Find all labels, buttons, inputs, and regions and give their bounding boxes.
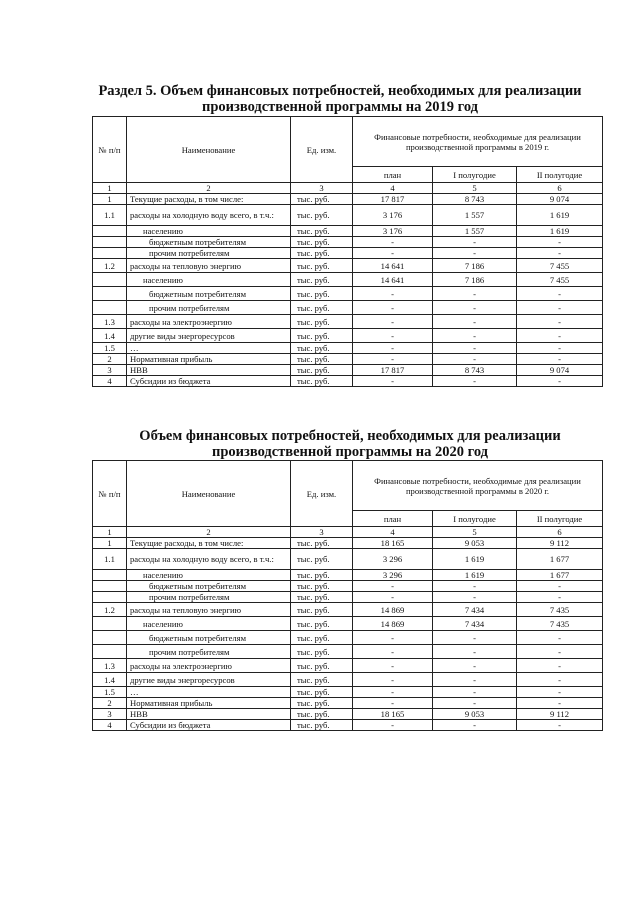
row-unit: тыс. руб.: [291, 570, 353, 581]
row-plan-value: -: [353, 354, 433, 365]
column-index: 5: [433, 527, 517, 538]
row-number: [93, 581, 127, 592]
financial-needs-2019-table: [92, 116, 603, 387]
row-number: [93, 570, 127, 581]
header-financial-needs: Финансовые потребности, необходимые для реализации производственной программы в 2019 г.: [353, 117, 603, 167]
row-half-2-value: -: [517, 659, 603, 673]
row-plan-value: -: [353, 631, 433, 645]
row-plan-value: -: [353, 301, 433, 315]
row-number: [93, 301, 127, 315]
row-plan-value: -: [353, 673, 433, 687]
row-half-2-value: -: [517, 687, 603, 698]
row-half-1-value: -: [433, 315, 517, 329]
row-plan-value: 18 165: [353, 538, 433, 549]
row-half-2-value: 7 435: [517, 617, 603, 631]
row-name: бюджетным потребителям: [127, 581, 291, 592]
row-half-2-value: 1 677: [517, 549, 603, 570]
row-half-1-value: -: [433, 329, 517, 343]
row-unit: тыс. руб.: [291, 673, 353, 687]
column-index: 5: [433, 183, 517, 194]
row-number: [93, 237, 127, 248]
table-row: [93, 365, 603, 376]
row-name: прочим потребителям: [127, 592, 291, 603]
row-half-2-value: 9 074: [517, 365, 603, 376]
table-row: [93, 354, 603, 365]
table-row: [93, 376, 603, 387]
header-num: № п/п: [93, 461, 127, 527]
table-row: [93, 538, 603, 549]
row-number: 3: [93, 709, 127, 720]
row-plan-value: -: [353, 287, 433, 301]
table-row: [93, 205, 603, 226]
column-index: 6: [517, 527, 603, 538]
row-plan-value: 17 817: [353, 365, 433, 376]
row-number: 1.5: [93, 343, 127, 354]
row-plan-value: -: [353, 315, 433, 329]
table-row: [93, 592, 603, 603]
table-row: [93, 248, 603, 259]
row-name: Нормативная прибыль: [127, 698, 291, 709]
row-plan-value: 3 176: [353, 226, 433, 237]
row-half-1-value: 1 619: [433, 549, 517, 570]
row-plan-value: -: [353, 720, 433, 731]
row-plan-value: -: [353, 645, 433, 659]
row-name: НВВ: [127, 365, 291, 376]
row-unit: тыс. руб.: [291, 273, 353, 287]
row-number: 1.4: [93, 673, 127, 687]
column-index: 2: [127, 183, 291, 194]
header-unit: Ед. изм.: [291, 461, 353, 527]
row-plan-value: -: [353, 237, 433, 248]
table-row: [93, 581, 603, 592]
row-half-2-value: -: [517, 581, 603, 592]
row-name: Субсидии из бюджета: [127, 720, 291, 731]
row-number: 4: [93, 376, 127, 387]
row-unit: тыс. руб.: [291, 287, 353, 301]
table-row: [93, 287, 603, 301]
row-half-1-value: -: [433, 631, 517, 645]
row-unit: тыс. руб.: [291, 709, 353, 720]
row-unit: тыс. руб.: [291, 205, 353, 226]
row-half-1-value: -: [433, 301, 517, 315]
header-half-2: II полугодие: [517, 167, 603, 183]
header-half-1: I полугодие: [433, 511, 517, 527]
row-unit: тыс. руб.: [291, 329, 353, 343]
table-row: [93, 631, 603, 645]
row-half-1-value: -: [433, 659, 517, 673]
table-row: [93, 645, 603, 659]
row-name: населению: [127, 226, 291, 237]
row-half-2-value: 9 112: [517, 709, 603, 720]
table-row: [93, 709, 603, 720]
row-name: …: [127, 687, 291, 698]
row-half-1-value: -: [433, 287, 517, 301]
row-number: 1.3: [93, 315, 127, 329]
row-plan-value: -: [353, 687, 433, 698]
row-half-2-value: -: [517, 287, 603, 301]
header-half-2: II полугодие: [517, 511, 603, 527]
row-half-1-value: -: [433, 687, 517, 698]
column-index: 1: [93, 183, 127, 194]
column-index: 3: [291, 183, 353, 194]
row-half-1-value: 7 434: [433, 617, 517, 631]
row-half-1-value: 8 743: [433, 194, 517, 205]
table-row: [93, 720, 603, 731]
row-plan-value: 3 296: [353, 570, 433, 581]
row-name: Нормативная прибыль: [127, 354, 291, 365]
header-plan: план: [353, 167, 433, 183]
table-row: [93, 237, 603, 248]
row-unit: тыс. руб.: [291, 354, 353, 365]
row-unit: тыс. руб.: [291, 687, 353, 698]
row-unit: тыс. руб.: [291, 237, 353, 248]
row-half-2-value: 7 455: [517, 259, 603, 273]
row-number: 1.3: [93, 659, 127, 673]
row-half-1-value: -: [433, 698, 517, 709]
row-number: 3: [93, 365, 127, 376]
row-half-1-value: 1 557: [433, 226, 517, 237]
row-number: 1.5: [93, 687, 127, 698]
header-plan: план: [353, 511, 433, 527]
row-half-2-value: -: [517, 237, 603, 248]
row-half-1-value: -: [433, 354, 517, 365]
row-half-2-value: -: [517, 645, 603, 659]
row-half-2-value: 1 619: [517, 205, 603, 226]
row-number: [93, 645, 127, 659]
table-row: [93, 343, 603, 354]
row-half-2-value: 1 677: [517, 570, 603, 581]
row-plan-value: -: [353, 698, 433, 709]
row-plan-value: 14 641: [353, 259, 433, 273]
row-unit: тыс. руб.: [291, 194, 353, 205]
row-half-2-value: -: [517, 354, 603, 365]
row-half-1-value: -: [433, 237, 517, 248]
column-index: 4: [353, 183, 433, 194]
table-row: [93, 329, 603, 343]
row-half-2-value: -: [517, 248, 603, 259]
column-index: 4: [353, 527, 433, 538]
row-number: [93, 592, 127, 603]
table-row: [93, 603, 603, 617]
row-name: расходы на электроэнергию: [127, 315, 291, 329]
row-half-2-value: 7 455: [517, 273, 603, 287]
table-row: [93, 570, 603, 581]
row-half-2-value: -: [517, 329, 603, 343]
row-plan-value: -: [353, 592, 433, 603]
table-row: [93, 659, 603, 673]
table-row: [93, 194, 603, 205]
row-half-1-value: 1 557: [433, 205, 517, 226]
table-row: [93, 226, 603, 237]
row-plan-value: -: [353, 376, 433, 387]
row-name: Субсидии из бюджета: [127, 376, 291, 387]
row-plan-value: 3 296: [353, 549, 433, 570]
row-unit: тыс. руб.: [291, 538, 353, 549]
row-name: другие виды энергоресурсов: [127, 673, 291, 687]
table-row: [93, 259, 603, 273]
row-half-2-value: -: [517, 315, 603, 329]
row-name: расходы на холодную воду всего, в т.ч.:: [127, 205, 291, 226]
row-plan-value: -: [353, 248, 433, 259]
row-plan-value: -: [353, 329, 433, 343]
row-name: населению: [127, 617, 291, 631]
section-2019-title: Раздел 5. Объем финансовых потребностей, необходимых для реализации производственной программы на 2019 год: [98, 83, 582, 115]
row-half-2-value: -: [517, 343, 603, 354]
header-unit: Ед. изм.: [291, 117, 353, 183]
row-half-1-value: -: [433, 592, 517, 603]
row-name: расходы на тепловую энергию: [127, 259, 291, 273]
row-name: расходы на тепловую энергию: [127, 603, 291, 617]
table-row: [93, 617, 603, 631]
row-number: 2: [93, 354, 127, 365]
row-name: прочим потребителям: [127, 248, 291, 259]
row-name: другие виды энергоресурсов: [127, 329, 291, 343]
row-name: расходы на электроэнергию: [127, 659, 291, 673]
row-unit: тыс. руб.: [291, 301, 353, 315]
row-plan-value: -: [353, 581, 433, 592]
row-number: 1.1: [93, 549, 127, 570]
row-unit: тыс. руб.: [291, 645, 353, 659]
row-name: НВВ: [127, 709, 291, 720]
row-unit: тыс. руб.: [291, 315, 353, 329]
row-half-1-value: -: [433, 720, 517, 731]
financial-needs-2020-table: [92, 460, 603, 731]
header-num: № п/п: [93, 117, 127, 183]
row-unit: тыс. руб.: [291, 376, 353, 387]
row-half-1-value: -: [433, 376, 517, 387]
section-2020-title: Объем финансовых потребностей, необходимых для реализации производственной программы на 2020 год: [139, 428, 561, 460]
row-half-1-value: -: [433, 343, 517, 354]
row-unit: тыс. руб.: [291, 698, 353, 709]
row-unit: тыс. руб.: [291, 592, 353, 603]
row-number: [93, 273, 127, 287]
row-name: бюджетным потребителям: [127, 287, 291, 301]
row-plan-value: 3 176: [353, 205, 433, 226]
row-unit: тыс. руб.: [291, 343, 353, 354]
row-number: 1.1: [93, 205, 127, 226]
row-name: бюджетным потребителям: [127, 631, 291, 645]
row-name: Текущие расходы, в том числе:: [127, 194, 291, 205]
table-row: [93, 273, 603, 287]
row-plan-value: 14 869: [353, 617, 433, 631]
row-plan-value: 14 869: [353, 603, 433, 617]
row-number: [93, 617, 127, 631]
row-number: 1.2: [93, 603, 127, 617]
header-financial-needs: Финансовые потребности, необходимые для реализации производственной программы в 2020 г.: [353, 461, 603, 511]
table-row: [93, 698, 603, 709]
row-unit: тыс. руб.: [291, 226, 353, 237]
row-number: [93, 226, 127, 237]
table-row: [93, 673, 603, 687]
row-unit: тыс. руб.: [291, 365, 353, 376]
row-half-1-value: 1 619: [433, 570, 517, 581]
row-half-2-value: -: [517, 673, 603, 687]
row-number: 1: [93, 538, 127, 549]
row-number: [93, 631, 127, 645]
row-half-1-value: -: [433, 248, 517, 259]
table-row: [93, 687, 603, 698]
row-half-2-value: 9 074: [517, 194, 603, 205]
table-row: [93, 549, 603, 570]
row-unit: тыс. руб.: [291, 248, 353, 259]
header-name: Наименование: [127, 461, 291, 527]
row-unit: тыс. руб.: [291, 259, 353, 273]
row-half-1-value: -: [433, 581, 517, 592]
column-index: 1: [93, 527, 127, 538]
row-half-2-value: -: [517, 698, 603, 709]
row-number: [93, 248, 127, 259]
row-unit: тыс. руб.: [291, 603, 353, 617]
row-half-2-value: -: [517, 301, 603, 315]
row-half-1-value: -: [433, 645, 517, 659]
header-name: Наименование: [127, 117, 291, 183]
row-plan-value: 17 817: [353, 194, 433, 205]
row-half-1-value: 8 743: [433, 365, 517, 376]
row-half-1-value: 7 186: [433, 259, 517, 273]
row-name: …: [127, 343, 291, 354]
row-half-2-value: -: [517, 720, 603, 731]
row-name: расходы на холодную воду всего, в т.ч.:: [127, 549, 291, 570]
row-half-2-value: -: [517, 631, 603, 645]
row-plan-value: -: [353, 343, 433, 354]
row-name: населению: [127, 570, 291, 581]
row-half-2-value: 7 435: [517, 603, 603, 617]
row-unit: тыс. руб.: [291, 631, 353, 645]
row-number: 1.2: [93, 259, 127, 273]
row-name: прочим потребителям: [127, 645, 291, 659]
row-name: бюджетным потребителям: [127, 237, 291, 248]
row-half-1-value: 9 053: [433, 538, 517, 549]
row-half-1-value: 9 053: [433, 709, 517, 720]
row-unit: тыс. руб.: [291, 581, 353, 592]
row-half-1-value: 7 434: [433, 603, 517, 617]
row-plan-value: 14 641: [353, 273, 433, 287]
column-index: 2: [127, 527, 291, 538]
row-unit: тыс. руб.: [291, 549, 353, 570]
row-number: 2: [93, 698, 127, 709]
row-half-2-value: -: [517, 592, 603, 603]
row-name: Текущие расходы, в том числе:: [127, 538, 291, 549]
row-half-1-value: -: [433, 673, 517, 687]
row-unit: тыс. руб.: [291, 659, 353, 673]
column-index: 3: [291, 527, 353, 538]
row-name: прочим потребителям: [127, 301, 291, 315]
row-number: 1: [93, 194, 127, 205]
header-half-1: I полугодие: [433, 167, 517, 183]
row-half-2-value: 9 112: [517, 538, 603, 549]
row-number: [93, 287, 127, 301]
row-half-2-value: 1 619: [517, 226, 603, 237]
row-name: населению: [127, 273, 291, 287]
table-row: [93, 301, 603, 315]
row-number: 1.4: [93, 329, 127, 343]
row-unit: тыс. руб.: [291, 617, 353, 631]
row-half-2-value: -: [517, 376, 603, 387]
column-index: 6: [517, 183, 603, 194]
row-plan-value: -: [353, 659, 433, 673]
table-row: [93, 315, 603, 329]
row-number: 4: [93, 720, 127, 731]
row-unit: тыс. руб.: [291, 720, 353, 731]
row-plan-value: 18 165: [353, 709, 433, 720]
row-half-1-value: 7 186: [433, 273, 517, 287]
